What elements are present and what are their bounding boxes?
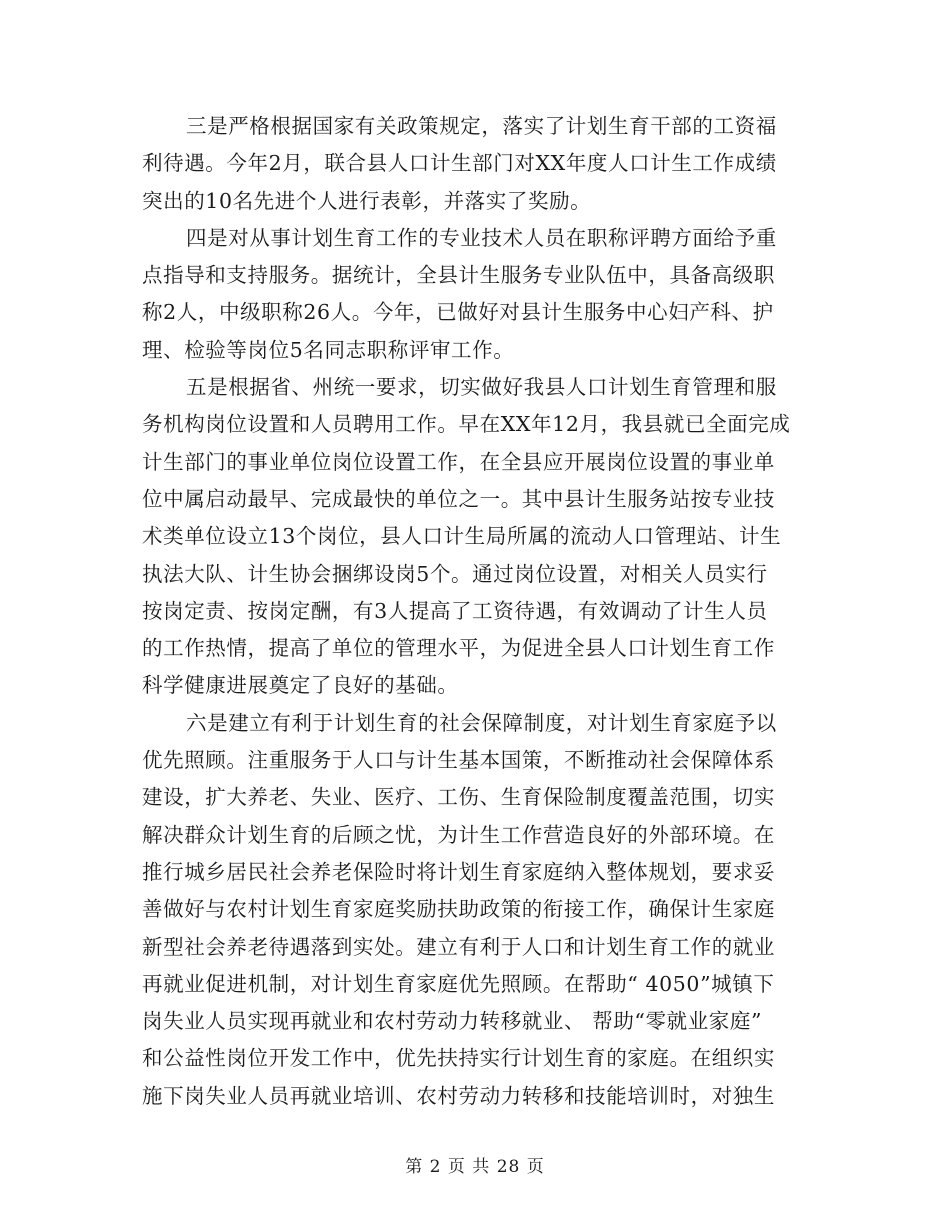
text-line: 建设，扩大养老、失业、医疗、工伤、生育保险制度覆盖范围，切实 <box>142 785 775 810</box>
text-line: 理、检验等岗位5名同志职称评审工作。 <box>142 337 515 362</box>
text-line: 计生部门的事业单位岗位设置工作，在全县应开展岗位设置的事业单 <box>142 449 775 474</box>
text-line: 科学健康进展奠定了良好的基础。 <box>142 673 459 698</box>
text-line: 务机构岗位设置和人员聘用工作。早在XX年12月，我县就已全面完成 <box>142 412 791 437</box>
text-line: 推行城乡居民社会养老保险时将计划生育家庭纳入整体规划，要求妥 <box>142 859 775 884</box>
text-line: 解决群众计划生育的后顾之忧，为计生工作营造良好的外部环境。在 <box>142 822 775 847</box>
text-line: 四是对从事计划生育工作的专业技术人员在职称评聘方面给予重 <box>186 225 777 250</box>
text-line: 位中属启动最早、完成最快的单位之一。其中县计生服务站按专业技 <box>142 486 775 511</box>
page-number-footer: 第 2 页 共 28 页 <box>405 1157 545 1177</box>
text-line: 善做好与农村计划生育家庭奖励扶助政策的衔接工作，确保计生家庭 <box>142 897 775 922</box>
text-line: 再就业促进机制，对计划生育家庭优先照顾。在帮助“ 4050”城镇下 <box>142 971 775 996</box>
paragraph-4 <box>142 220 812 369</box>
document-body <box>142 108 812 1115</box>
text-line: 优先照顾。注重服务于人口与计生基本国策，不断推动社会保障体系 <box>142 748 775 773</box>
text-line: 施下岗失业人员再就业培训、农村劳动力转移和技能培训时，对独生 <box>142 1083 775 1108</box>
text-line: 新型社会养老待遇落到实处。建立有利于人口和计划生育工作的就业 <box>142 934 775 959</box>
text-line: 利待遇。今年2月，联合县人口计生部门对XX年度人口计生工作成绩 <box>142 151 777 176</box>
text-line: 的工作热情，提高了单位的管理水平，为促进全县人口计划生育工作 <box>142 636 775 661</box>
text-line: 点指导和支持服务。据统计，全县计生服务专业队伍中，具备高级职 <box>142 263 775 288</box>
text-line: 和公益性岗位开发工作中，优先扶持实行计划生育的家庭。在组织实 <box>142 1046 775 1071</box>
text-line: 按岗定责、按岗定酬，有3人提高了工资待遇，有效调动了计生人员 <box>142 598 768 623</box>
text-line: 执法大队、计生协会捆绑设岗5个。通过岗位设置，对相关人员实行 <box>142 561 768 586</box>
text-line: 五是根据省、州统一要求，切实做好我县人口计划生育管理和服 <box>186 375 777 400</box>
text-line: 六是建立有利于计划生育的社会保障制度，对计划生育家庭予以 <box>186 710 777 735</box>
paragraph-3 <box>142 108 812 220</box>
text-line: 三是严格根据国家有关政策规定，落实了计划生育干部的工资福 <box>186 114 777 138</box>
text-line: 术类单位设立13个岗位，县人口计生局所属的流动人口管理站、计生 <box>142 524 782 549</box>
paragraph-6 <box>142 705 812 1115</box>
text-line: 称2人，中级职称26人。今年，已做好对县计生服务中心妇产科、护 <box>142 300 774 325</box>
paragraph-5 <box>142 369 812 705</box>
text-line: 岗失业人员实现再就业和农村劳动力转移就业、 帮助“零就业家庭” <box>142 1009 763 1034</box>
text-line: 突出的10名先进个人进行表彰，并落实了奖励。 <box>142 188 592 213</box>
